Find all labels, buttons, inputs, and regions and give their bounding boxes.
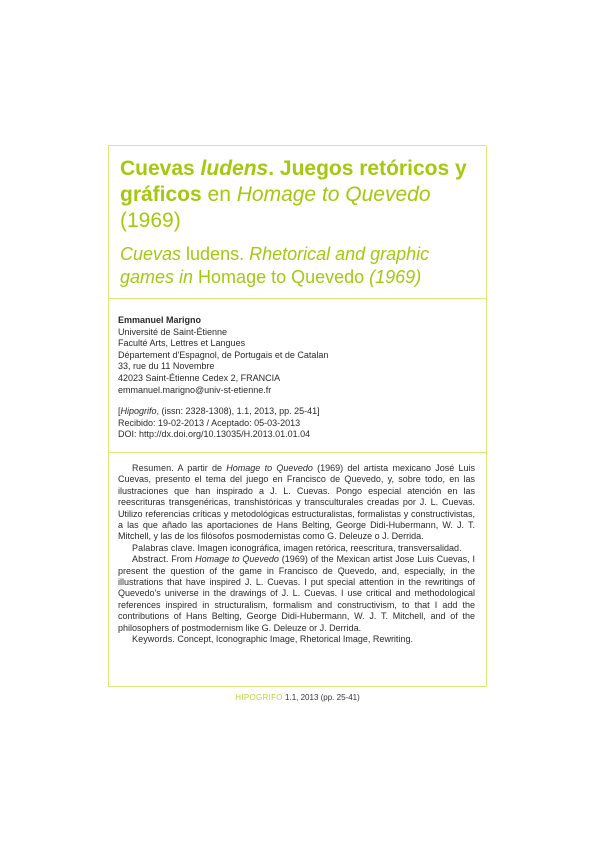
affiliation-line: Département d'Espagnol, de Portugais et de Catalan bbox=[118, 349, 329, 360]
issue-pages: 1.1, 2013 (pp. 25-41) bbox=[282, 693, 360, 702]
citation-line: [Hipogrifo, (issn: 2328-1308), 1.1, 2013, pp. 25-41] bbox=[118, 406, 320, 417]
abstract-section bbox=[118, 463, 475, 646]
palabras-clave-paragraph: Palabras clave. Imagen iconográfica, imagen retórica, reescritura, transversalidad. bbox=[132, 542, 462, 553]
metadata-divider bbox=[108, 452, 487, 453]
article-subtitle: Cuevas ludens. Rhetorical and graphic games in Homage to Quevedo (1969) bbox=[120, 244, 430, 287]
author-affiliation bbox=[118, 315, 478, 441]
author-email[interactable]: emmanuel.marigno@univ-st-etienne.fr bbox=[118, 384, 272, 395]
resumen-paragraph: Resumen. A partir de Homage to Quevedo (1969) del artista mexicano José Luis Cuevas, presento el tema del juego en Francisco de Quevedo, y, sobre todo, en las ilustraciones que han inspirado a J. L. Cuevas. Pongo especial atención en las reescrituras transgenéricas, transhistóricas y transculturales creadas por J. L. Cuevas. Utilizo referencias críticas y metodológicas estructuralistas, formalistas y constructivistas, a las que añado las aportaciones de Hans Belting, George Didi-Hubermann, W. J. T. Mitchell, y las de los filósofos posmodernistas como G. Deleuze o J. Derrida. bbox=[118, 463, 476, 542]
title-divider bbox=[108, 298, 487, 299]
article-title: Cuevas ludens. Juegos retóricos y gráficos en Homage to Quevedo (1969) bbox=[120, 157, 467, 232]
keywords-paragraph: Keywords. Concept, Iconographic Image, Rhetorical Image, Rewriting. bbox=[132, 634, 413, 645]
affiliation-line: Faculté Arts, Lettres et Langues bbox=[118, 338, 246, 349]
abstract-paragraph: Abstract. From Homage to Quevedo (1969) of the Mexican artist Jose Luis Cuevas, I present the question of the game in Francisco de Quevedo, and, especially, in the illustrations that have inspired J. L. Cuevas. I put special attention in the rewritings of Quevedo's universe in the drawings of J. L. Cuevas. I use critical and methodological references inspired in structuralism, formalism and constructivism, to that I add the contributions of Hans Belting, George Didi-Hubermann, W. J. T. Mitchell, and of the philosophers of postmodernism like G. Deleuze or J. Derrida. bbox=[118, 554, 475, 633]
received-accepted-dates: Recibido: 19-02-2013 / Aceptado: 05-03-2013 bbox=[118, 417, 301, 428]
resumen-label: Resumen bbox=[132, 463, 172, 473]
doi-link[interactable]: DOI: http://dx.doi.org/10.13035/H.2013.01.01.04 bbox=[118, 429, 311, 440]
affiliation-line: 33, rue du 11 Novembre bbox=[118, 361, 215, 372]
keywords-label: Keywords bbox=[132, 634, 173, 645]
affiliation-line: Université de Saint-Étienne bbox=[118, 326, 228, 337]
journal-brand: HIPOGRIFO bbox=[235, 693, 283, 702]
page-footer bbox=[0, 693, 595, 702]
author-name: Emmanuel Marigno bbox=[118, 315, 202, 325]
affiliation-line: 42023 Saint-Étienne Cedex 2, FRANCIA bbox=[118, 372, 281, 383]
abstract-label: Abstract bbox=[132, 554, 166, 565]
palabras-clave-label: Palabras clave bbox=[132, 542, 193, 553]
